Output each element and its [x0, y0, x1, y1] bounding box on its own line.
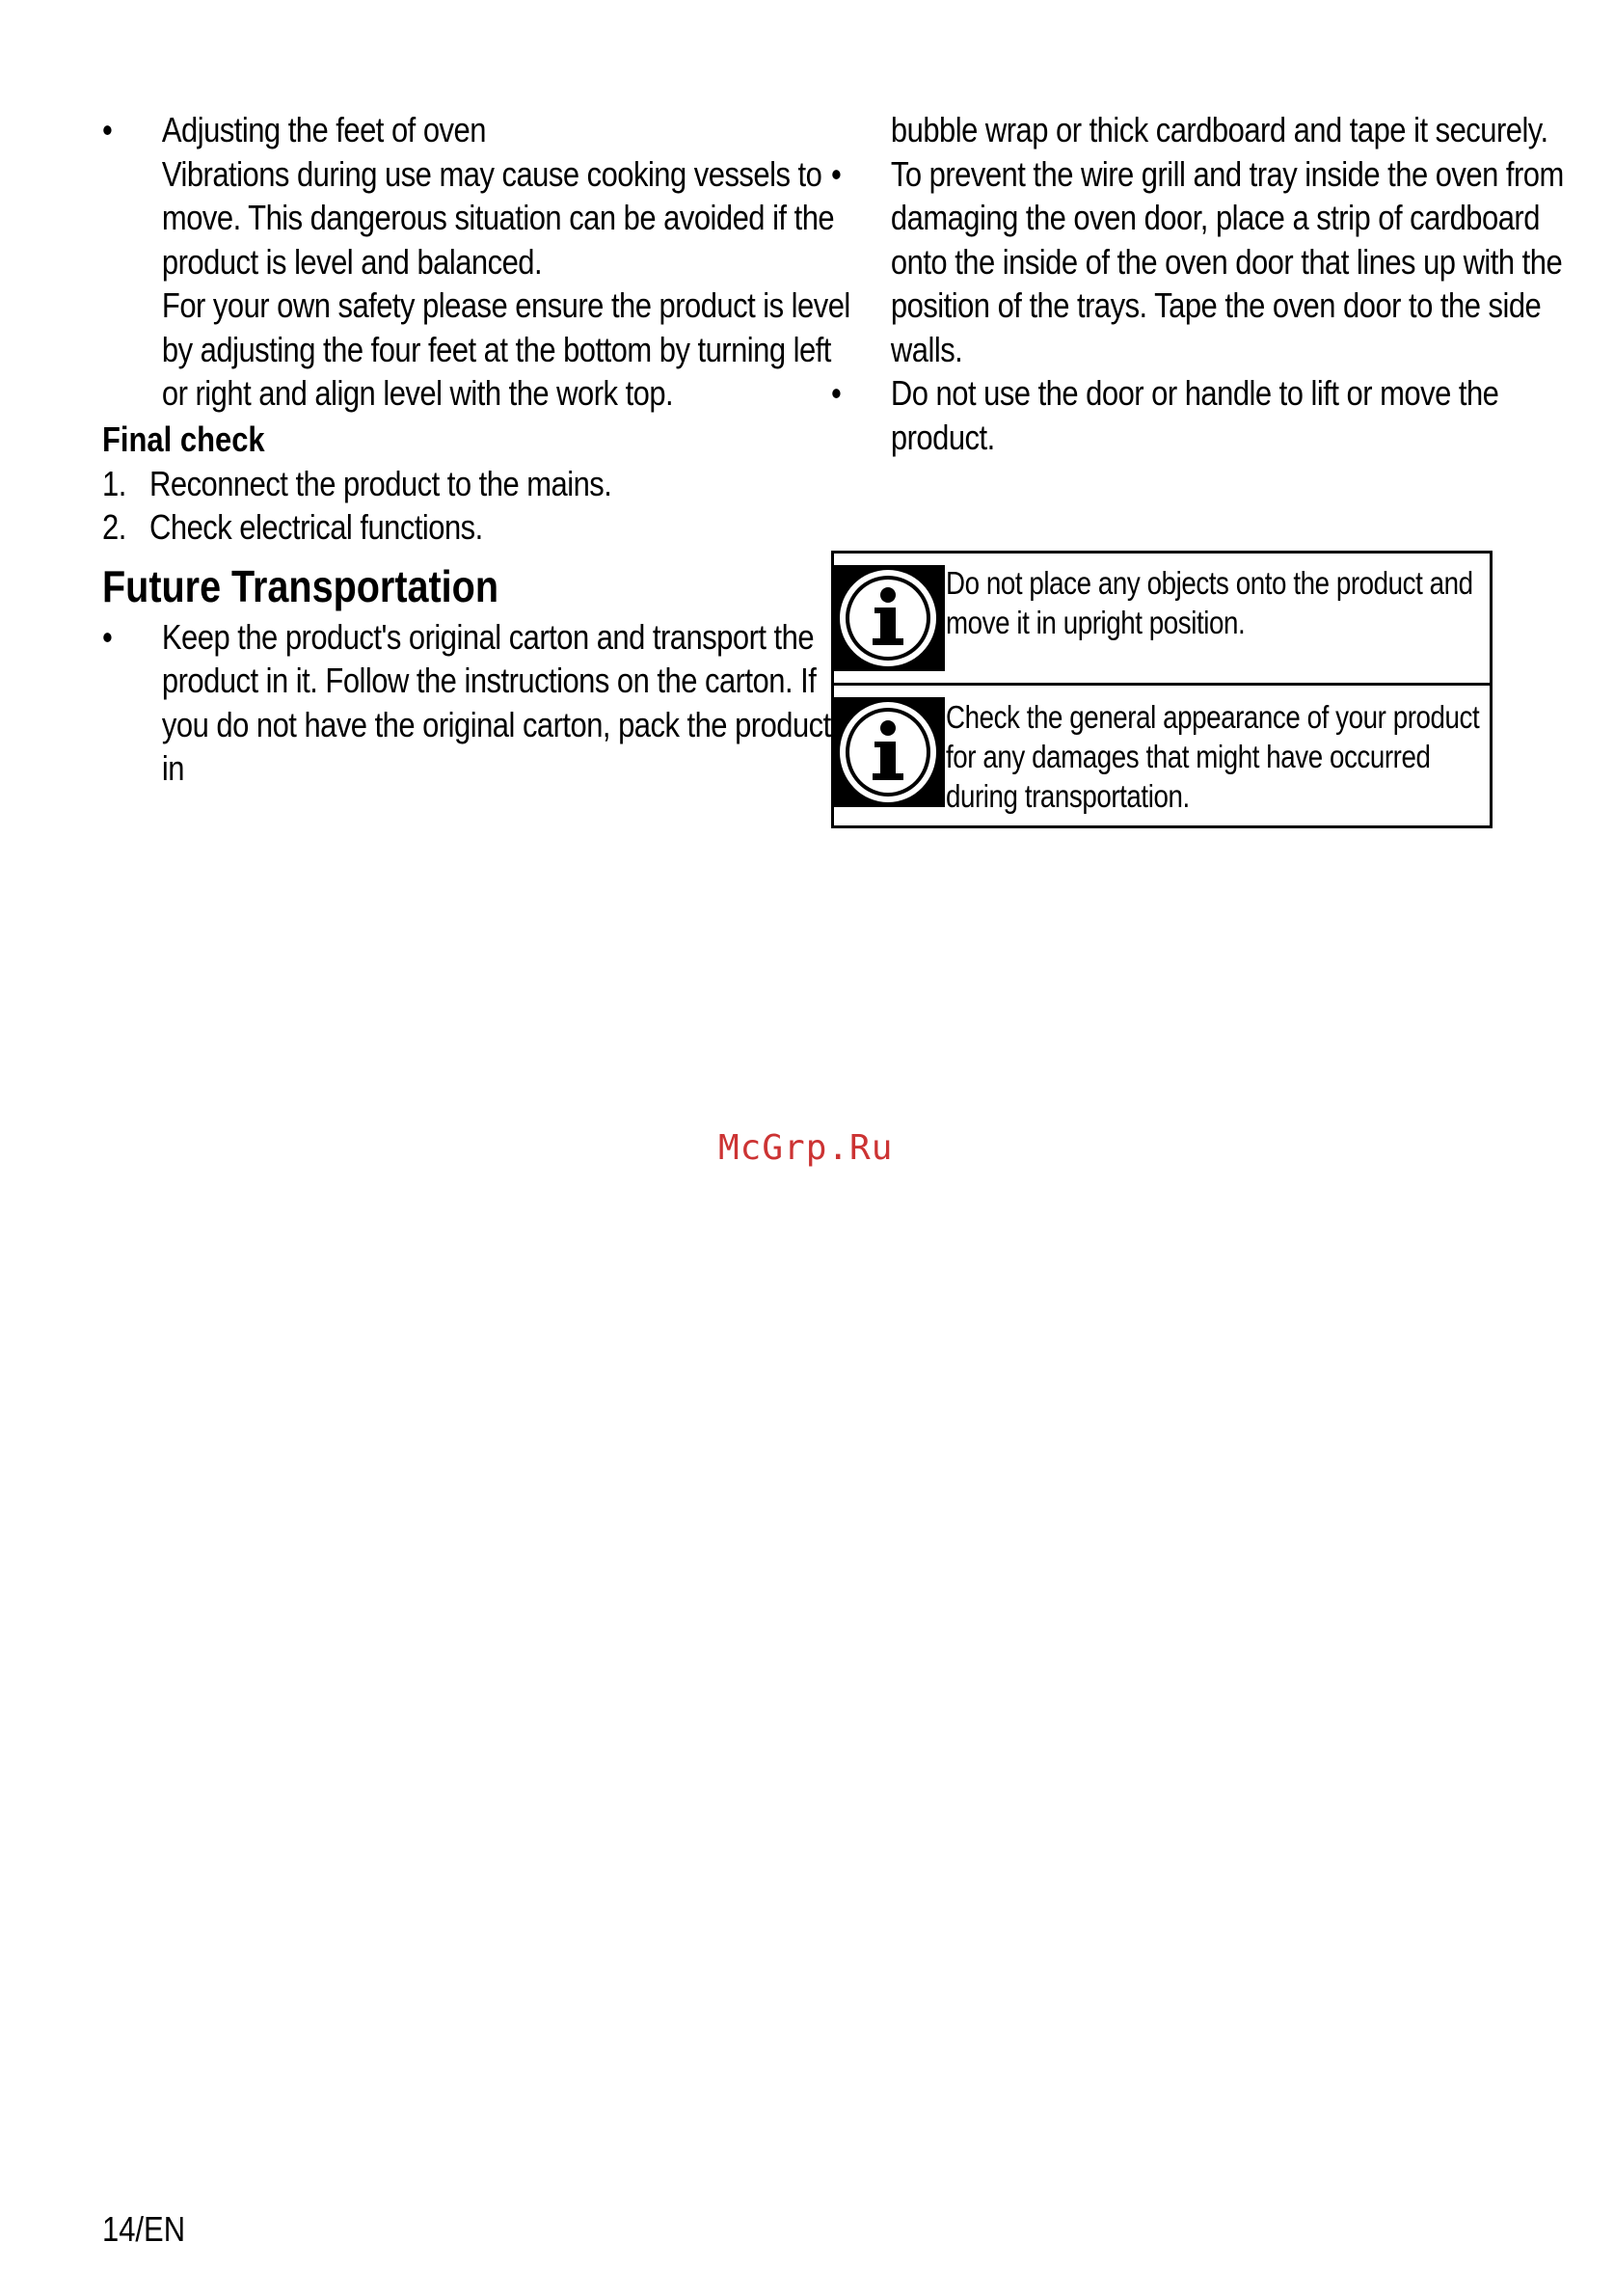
- right-column: [831, 108, 1564, 459]
- info-icon: [834, 565, 945, 671]
- list-number: 1.: [102, 463, 126, 503]
- right-bullet-text: To prevent the wire grill and tray inside the oven from damaging the oven door, place a strip of cardboard onto the inside of the oven door that lines up with the position of the trays. Tape the oven door to the side walls.: [890, 153, 1564, 369]
- info-note-1: [834, 554, 1490, 686]
- bullet-dot: •: [102, 110, 113, 149]
- list-item-text: Reconnect the product to the mains.: [149, 463, 612, 503]
- left-column: [102, 108, 850, 791]
- final-check-item-1: [102, 462, 797, 506]
- future-transportation-text: Keep the product's original carton and transport the product in it. Follow the instructions on the carton. If you do not have the original carton, pack the product in: [161, 616, 831, 788]
- final-check-list: [102, 462, 797, 550]
- info-note-2: [834, 686, 1490, 825]
- bullet-dot: •: [831, 373, 842, 413]
- info-notes-box: [831, 551, 1493, 828]
- adjusting-feet-title: Adjusting the feet of oven: [161, 110, 486, 149]
- adjusting-feet-paragraph-2: For your own safety please ensure the product is level by adjusting the four feet at the bottom by turning left or right and align level with the work top.: [161, 285, 850, 413]
- bullet-dot: •: [102, 616, 113, 657]
- list-number: 2.: [102, 507, 126, 547]
- right-bullet-text: Do not use the door or handle to lift or move the product.: [890, 373, 1499, 457]
- adjusting-feet-paragraph-1: Vibrations during use may cause cooking vessels to move. This dangerous situation can be avoided if the product is level and balanced.: [161, 153, 835, 282]
- list-item-text: Check electrical functions.: [149, 507, 483, 547]
- page-number: 14/EN: [102, 2209, 186, 2249]
- adjusting-feet-item: [102, 108, 857, 416]
- continuation-paragraph: [831, 108, 1575, 152]
- final-check-heading: Final check: [102, 419, 265, 459]
- info-note-text: Do not place any objects onto the product and move it in upright position.: [946, 565, 1473, 640]
- final-check-item-2: [102, 505, 797, 550]
- bullet-dot: •: [831, 153, 842, 194]
- info-note-text: Check the general appearance of your product for any damages that might have occurred during transportation.: [946, 699, 1480, 814]
- info-icon: [834, 697, 945, 807]
- future-transportation-heading: Future Transportation: [102, 560, 498, 611]
- right-bullet-2: [831, 371, 1575, 459]
- continuation-text: bubble wrap or thick cardboard and tape it securely.: [890, 110, 1548, 149]
- watermark: McGrp.Ru: [718, 1128, 894, 1168]
- future-transportation-item: [102, 615, 857, 791]
- right-bullet-1: [831, 152, 1575, 372]
